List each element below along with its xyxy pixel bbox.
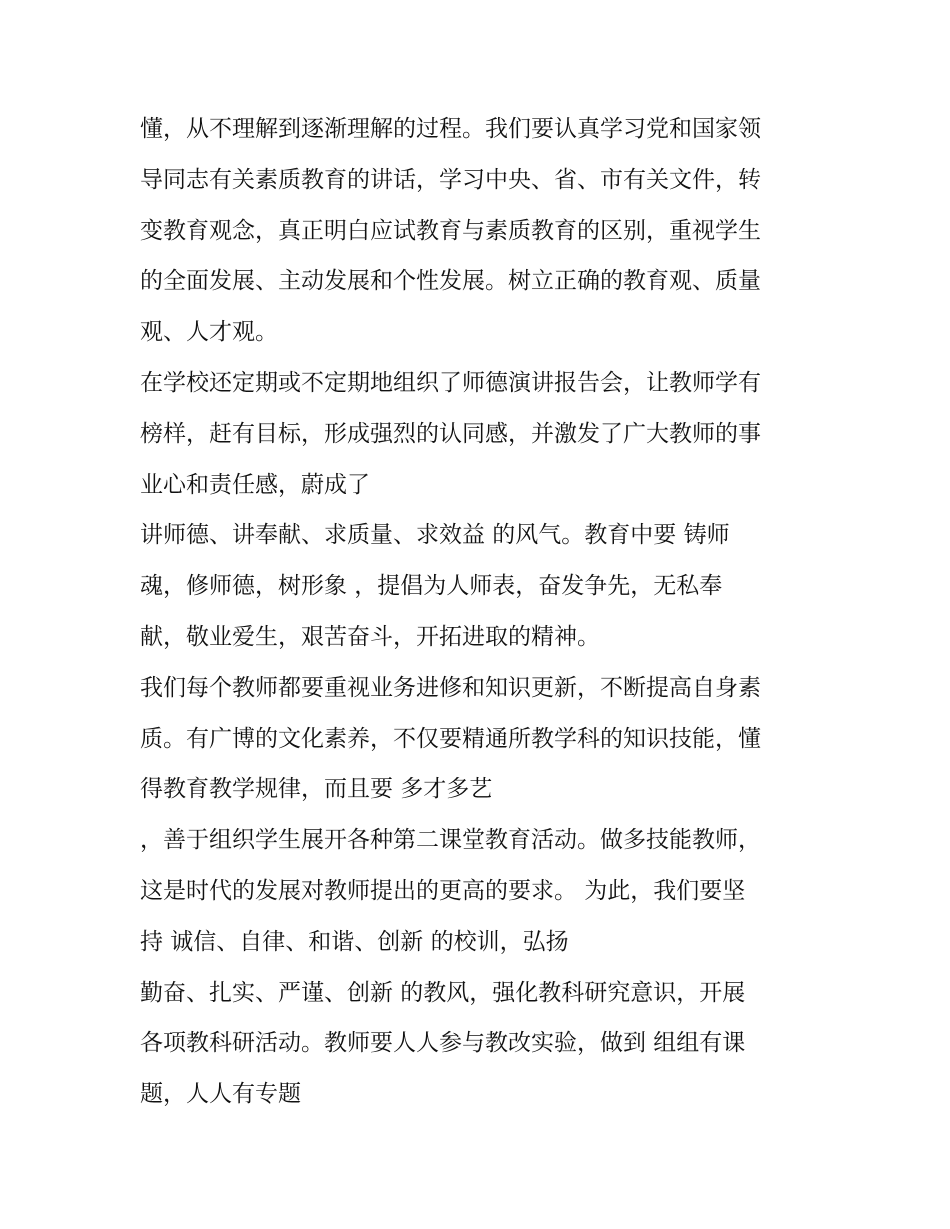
text-line: 导同志有关素质教育的讲话，学习中央、省、市有关文件，转 bbox=[140, 166, 761, 193]
text-line: 业心和责任感，蔚成了 bbox=[140, 471, 370, 498]
text-line: 魂，修师德，树形象 ，提倡为人师表，奋发争先，无私奉 bbox=[140, 573, 723, 600]
text-line: 我们每个教师都要重视业务进修和知识更新，不断提高自身素 bbox=[140, 674, 761, 701]
text-line: ，善于组织学生展开各种第二课堂教育活动。做多技能教师， bbox=[140, 827, 761, 854]
text-line: 榜样，赶有目标，形成强烈的认同感，并激发了广大教师的事 bbox=[140, 420, 761, 447]
text-line: 观、人才观。 bbox=[140, 319, 278, 346]
text-line: 变教育观念，真正明白应试教育与素质教育的区别，重视学生 bbox=[140, 217, 761, 244]
body-text bbox=[140, 104, 820, 1120]
text-line: 在学校还定期或不定期地组织了师德演讲报告会，让教师学有 bbox=[140, 369, 761, 396]
text-line: 持 诚信、自律、和谐、创新 的校训，弘扬 bbox=[140, 928, 569, 955]
text-line: 勤奋、扎实、严谨、创新 的教风，强化教科研究意识，开展 bbox=[140, 979, 746, 1006]
text-line: 的全面发展、主动发展和个性发展。树立正确的教育观、质量 bbox=[140, 268, 761, 295]
text-line: 题，人人有专题 bbox=[140, 1081, 301, 1108]
text-line: 质。有广博的文化素养，不仅要精通所教学科的知识技能，懂 bbox=[140, 725, 761, 752]
text-line: 懂，从不理解到逐渐理解的过程。我们要认真学习党和国家领 bbox=[140, 116, 761, 142]
text-line: 各项教科研活动。教师要人人参与教改实验，做到 组组有课 bbox=[140, 1030, 746, 1057]
text-line: 讲师德、讲奉献、求质量、求效益 的风气。教育中要 铸师 bbox=[140, 522, 730, 549]
text-line: 献，敬业爱生，艰苦奋斗，开拓进取的精神。 bbox=[140, 623, 600, 650]
text-line: 得教育教学规律，而且要 多才多艺 bbox=[140, 776, 493, 803]
text-line: 这是时代的发展对教师提出的更高的要求。 为此，我们要坚 bbox=[140, 877, 746, 904]
